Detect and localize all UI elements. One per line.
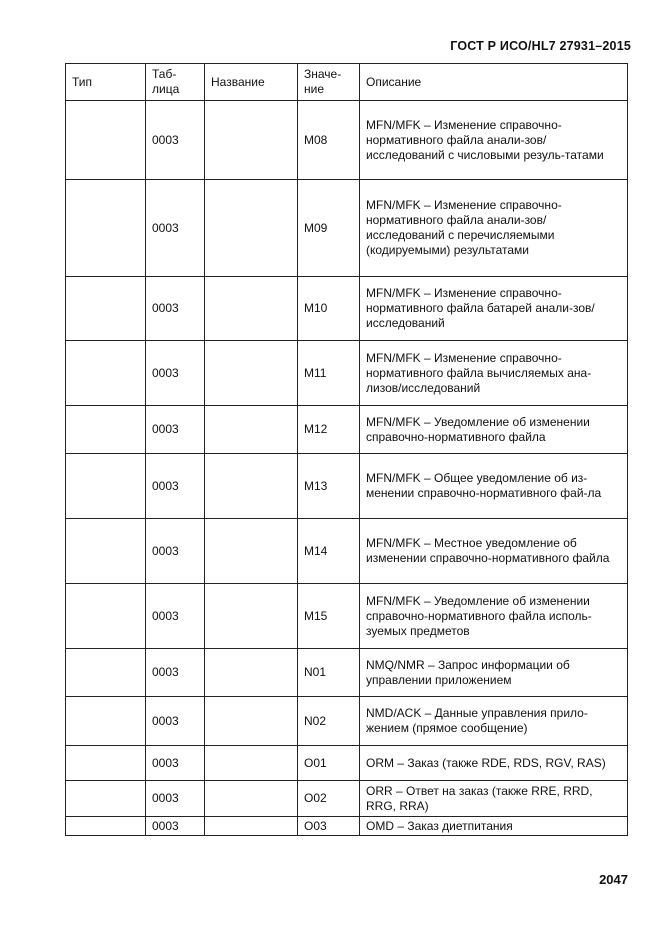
table-row: [66, 341, 628, 406]
cell-value: M10: [298, 277, 360, 341]
cell-description: MFN/MFK – Общее уведомление об из-менении справочно-нормативного фай-ла: [360, 454, 628, 519]
cell-table: 0003: [146, 817, 205, 836]
cell-name: [205, 277, 298, 341]
cell-value: M12: [298, 406, 360, 454]
table-header-row: [66, 64, 628, 101]
cell-value: M14: [298, 519, 360, 584]
cell-description: NMD/ACK – Данные управления прило-жением (прямое сообщение): [360, 697, 628, 746]
cell-table: 0003: [146, 584, 205, 649]
cell-table: 0003: [146, 341, 205, 406]
cell-type: [66, 101, 146, 180]
cell-name: [205, 454, 298, 519]
table-row: [66, 101, 628, 180]
cell-table: 0003: [146, 277, 205, 341]
reference-table: [65, 63, 628, 836]
table-row: [66, 406, 628, 454]
cell-type: [66, 697, 146, 746]
cell-description: NMQ/NMR – Запрос информации об управлении приложением: [360, 649, 628, 697]
cell-type: [66, 277, 146, 341]
cell-value: O01: [298, 746, 360, 781]
cell-name: [205, 649, 298, 697]
cell-description: MFN/MFK – Уведомление об изменении справочно-нормативного файла исполь-зуемых предметов: [360, 584, 628, 649]
cell-name: [205, 180, 298, 277]
cell-name: [205, 341, 298, 406]
cell-type: [66, 180, 146, 277]
table-row: [66, 584, 628, 649]
cell-type: [66, 454, 146, 519]
page-number: 2047: [599, 872, 628, 887]
cell-type: [66, 781, 146, 817]
cell-name: [205, 697, 298, 746]
cell-table: 0003: [146, 454, 205, 519]
cell-value: N02: [298, 697, 360, 746]
cell-value: O02: [298, 781, 360, 817]
cell-table: 0003: [146, 180, 205, 277]
cell-description: OMD – Заказ диетпитания: [360, 817, 628, 836]
cell-table: 0003: [146, 519, 205, 584]
table-row: [66, 519, 628, 584]
table-row: [66, 746, 628, 781]
cell-description: ORR – Ответ на заказ (также RRE, RRD, RRG, RRA): [360, 781, 628, 817]
cell-description: MFN/MFK – Изменение справочно-нормативного файла вычисляемых ана-лизов/исследований: [360, 341, 628, 406]
cell-name: [205, 746, 298, 781]
cell-name: [205, 781, 298, 817]
cell-name: [205, 584, 298, 649]
column-header-type: Тип: [66, 64, 146, 101]
table-row: [66, 277, 628, 341]
column-header-name: Название: [205, 64, 298, 101]
cell-type: [66, 584, 146, 649]
cell-name: [205, 817, 298, 836]
cell-type: [66, 406, 146, 454]
table-row: [66, 817, 628, 836]
table-row: [66, 649, 628, 697]
cell-type: [66, 746, 146, 781]
cell-type: [66, 519, 146, 584]
cell-description: MFN/MFK – Изменение справочно-нормативного файла анали-зов/исследований с числовыми резуль-татами: [360, 101, 628, 180]
cell-value: O03: [298, 817, 360, 836]
table-row: [66, 781, 628, 817]
column-header-table: Таб- лица: [146, 64, 205, 101]
cell-value: M13: [298, 454, 360, 519]
column-header-description: Описание: [360, 64, 628, 101]
cell-value: M09: [298, 180, 360, 277]
cell-type: [66, 817, 146, 836]
table-row: [66, 454, 628, 519]
document-standard-header: ГОСТ Р ИСО/HL7 27931–2015: [450, 39, 631, 53]
cell-type: [66, 649, 146, 697]
cell-value: M11: [298, 341, 360, 406]
cell-table: 0003: [146, 781, 205, 817]
cell-table: 0003: [146, 406, 205, 454]
cell-name: [205, 101, 298, 180]
cell-type: [66, 341, 146, 406]
table-row: [66, 180, 628, 277]
table-row: [66, 697, 628, 746]
cell-name: [205, 519, 298, 584]
column-header-value: Значе- ние: [298, 64, 360, 101]
cell-description: MFN/MFK – Изменение справочно-нормативного файла анали-зов/исследований с перечисляемыми (кодируемыми) результатами: [360, 180, 628, 277]
cell-name: [205, 406, 298, 454]
cell-value: N01: [298, 649, 360, 697]
cell-description: MFN/MFK – Изменение справочно-нормативного файла батарей анали-зов/исследований: [360, 277, 628, 341]
cell-table: 0003: [146, 101, 205, 180]
cell-value: M15: [298, 584, 360, 649]
cell-table: 0003: [146, 697, 205, 746]
cell-description: ORM – Заказ (также RDE, RDS, RGV, RAS): [360, 746, 628, 781]
cell-description: MFN/MFK – Уведомление об изменении справочно-нормативного файла: [360, 406, 628, 454]
cell-description: MFN/MFK – Местное уведомление об изменении справочно-нормативного файла: [360, 519, 628, 584]
cell-table: 0003: [146, 649, 205, 697]
cell-value: M08: [298, 101, 360, 180]
cell-table: 0003: [146, 746, 205, 781]
